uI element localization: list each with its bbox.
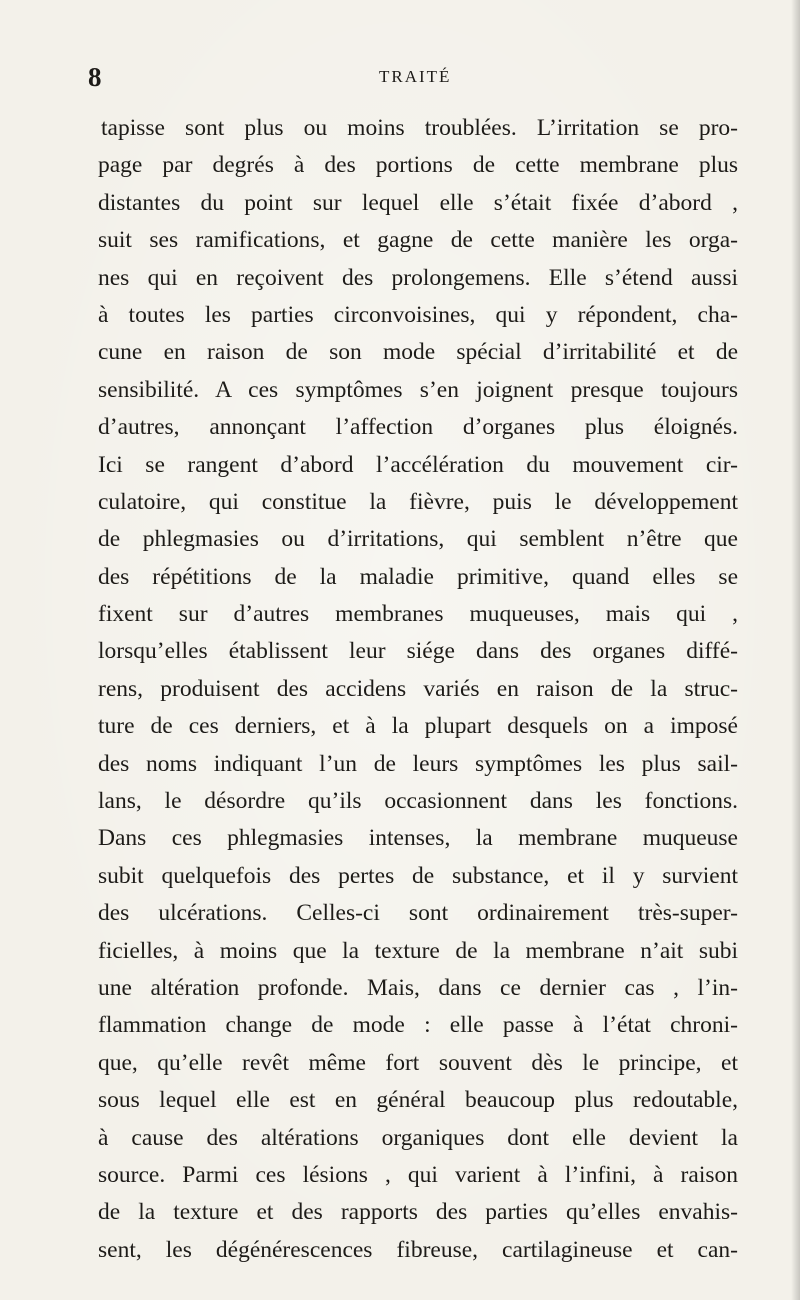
text-line: à cause des altérations organiques dont elle devient la <box>98 1124 738 1151</box>
text-line: de la texture et des rapports des parties qu’elles envahis- <box>98 1199 738 1226</box>
text-line: cune en raison de son mode spécial d’irritabilité et de <box>98 339 738 366</box>
text-line: à toutes les parties circonvoisines, qui y répondent, cha- <box>98 301 738 328</box>
text-line: flammation change de mode : elle passe à l’état chroni- <box>98 1012 738 1039</box>
text-line: lans, le désordre qu’ils occasionnent dans les fonctions. <box>98 788 738 815</box>
text-line: des répétitions de la maladie primitive, quand elles se <box>98 563 738 590</box>
text-line: Ici se rangent d’abord l’accélération du mouvement cir- <box>98 451 738 478</box>
text-line: suit ses ramifications, et gagne de cette manière les orga- <box>98 227 738 254</box>
text-line: sous lequel elle est en général beaucoup plus redoutable, <box>98 1087 738 1114</box>
text-line: tapisse sont plus ou moins troublées. L’irritation se pro- <box>101 115 738 141</box>
text-line: une altération profonde. Mais, dans ce dernier cas , l’in- <box>98 974 738 1001</box>
text-line: rens, produisent des accidens variés en raison de la struc- <box>98 675 738 702</box>
text-line: sensibilité. A ces symptômes s’en joignent presque toujours <box>98 376 738 403</box>
text-line: source. Parmi ces lésions , qui varient à l’infini, à raison <box>98 1161 738 1188</box>
text-line: subit quelquefois des pertes de substance, et il y survient <box>98 862 738 889</box>
page-header <box>88 62 728 92</box>
text-line: culatoire, qui constitue la fièvre, puis le développement <box>98 488 738 515</box>
text-line: d’autres, annonçant l’affection d’organes plus éloignés. <box>98 414 738 441</box>
text-line: de phlegmasies ou d’irritations, qui semblent n’être que <box>98 526 738 553</box>
text-line: nes qui en reçoivent des prolongemens. Elle s’étend aussi <box>98 264 738 291</box>
text-line: des noms indiquant l’un de leurs symptômes les plus sail- <box>98 750 738 777</box>
body-text <box>98 110 738 1269</box>
text-line: fixent sur d’autres membranes muqueuses, mais qui , <box>98 601 738 628</box>
text-line: lorsqu’elles établissent leur siége dans des organes diffé- <box>98 638 738 665</box>
text-line: ture de ces derniers, et à la plupart desquels on a imposé <box>98 713 738 740</box>
text-line: ficielles, à moins que la texture de la membrane n’ait subi <box>98 937 738 964</box>
running-title: TRAITÉ <box>379 67 452 86</box>
page-number: 8 <box>88 62 102 92</box>
text-line: des ulcérations. Celles-ci sont ordinairement très-super- <box>98 900 738 927</box>
text-line: distantes du point sur lequel elle s’était fixée d’abord , <box>98 189 738 216</box>
text-line: sent, les dégénérescences fibreuse, cartilagineuse et can- <box>98 1236 738 1263</box>
text-line: page par degrés à des portions de cette membrane plus <box>98 152 738 179</box>
page-edge-shadow <box>791 0 800 1300</box>
text-line: Dans ces phlegmasies intenses, la membrane muqueuse <box>98 825 738 852</box>
text-line: que, qu’elle revêt même fort souvent dès le principe, et <box>98 1049 738 1076</box>
